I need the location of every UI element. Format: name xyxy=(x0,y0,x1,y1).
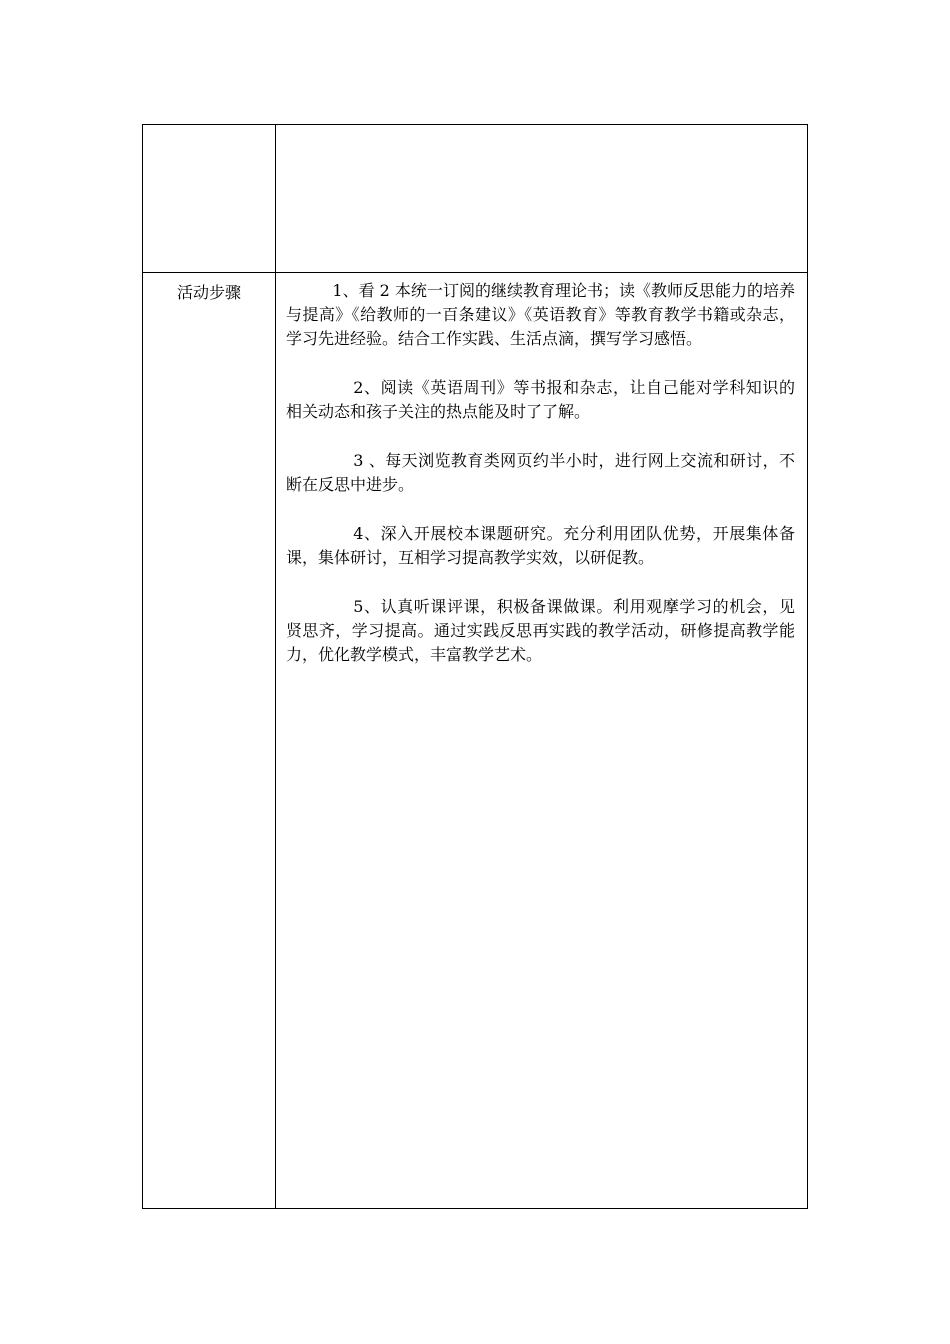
step-3: 3 、每天浏览教育类网页约半小时，进行网上交流和研讨，不断在反思中进步。 xyxy=(286,451,795,494)
blank-label-cell xyxy=(143,125,276,272)
step-1: 1、看 2 本统一订阅的继续教育理论书；读《教师反思能力的培养与提高》《给教师的一百条建议》《英语教育》等教育教学书籍或杂志，学习先进经验。结合工作实践、生活点滴，撰写学习感悟。 xyxy=(286,281,795,348)
plan-table xyxy=(142,124,808,1209)
activity-steps-label: 活动步骤 xyxy=(176,283,241,302)
activity-steps-list xyxy=(286,279,795,692)
table-row-blank xyxy=(143,125,807,273)
blank-content-cell xyxy=(276,125,807,272)
step-2: 2、阅读《英语周刊》等书报和杂志，让自己能对学科知识的相关动态和孩子关注的热点能及时了了解。 xyxy=(286,378,795,421)
step-4: 4、深入开展校本课题研究。充分利用团队优势，开展集体备课，集体研讨，互相学习提高教学实效，以研促教。 xyxy=(286,524,795,567)
table-row-activity-steps xyxy=(143,273,807,1208)
step-5: 5、认真听课评课，积极备课做课。利用观摩学习的机会，见贤思齐，学习提高。通过实践反思再实践的教学活动，研修提高教学能力，优化教学模式，丰富教学艺术。 xyxy=(286,597,795,664)
activity-steps-label-cell xyxy=(143,273,276,1208)
activity-steps-content-cell xyxy=(276,273,807,1208)
